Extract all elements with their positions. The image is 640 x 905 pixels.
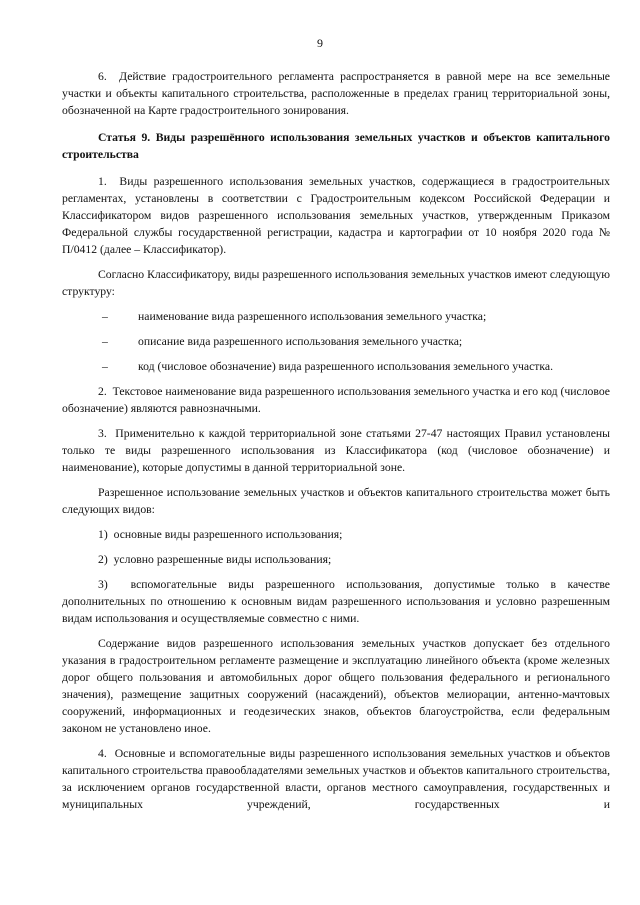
document-body	[62, 68, 610, 813]
paragraph-types: Разрешенное использование земельных участков и объектов капитального строительства может быть следующих видов:	[62, 486, 610, 516]
list-item	[62, 358, 610, 375]
dash-marker: –	[102, 335, 108, 348]
paragraph-content: Содержание видов разрешенного использования земельных участков допускает без отдельного указания в градостроительном регламенте размещение и эксплуатацию линейного объекта (кроме железных дорог общего пользования и автомобильных дорог общего пользования федерального и регионального значения), размещение защитных сооружений (насаждений), объектов мелиорации, антенно-мачтовых сооружений, информационных и геодезических знаков, объектов благоустройства, если федеральным законом не установлено иное.	[62, 637, 610, 735]
dash-marker: –	[102, 360, 108, 373]
numbered-item-3: 3) вспомогательные виды разрешенного использования, допустимые только в качестве дополнительных по отношению к основным видам разрешенного использования и условно разрешенным видам использования и осуществляемые совместно с ними.	[62, 578, 610, 625]
paragraph-6: 6. Действие градостроительного регламента распространяется в равной мере на все земельные участки и объекты капитального строительства, расположенные в пределах границ территориальной зоны, обозначенной на Карте градостроительного зонирования.	[62, 70, 610, 117]
article-9-heading: Статья 9. Виды разрешённого использования земельных участков и объектов капитального строительства	[62, 131, 610, 161]
numbered-item-1: 1) основные виды разрешенного использования;	[98, 528, 343, 541]
paragraph-9-4: 4. Основные и вспомогательные виды разрешенного использования земельных участков и объектов капитального строительства правообладателями земельных участков и объектов капитального строительства, за исключением органов государственной власти, органов местного самоуправления, государственных и муниципальных учреждений, государственных и	[62, 747, 610, 811]
paragraph-structure: Согласно Классификатору, виды разрешенного использования земельных участков имеют следующую структуру:	[62, 268, 610, 298]
paragraph-9-2: 2. Текстовое наименование вида разрешенного использования земельного участка и его код (числовое обозначение) являются равнозначными.	[62, 385, 610, 415]
list-item-text: наименование вида разрешенного использования земельного участка;	[138, 310, 487, 323]
list-item	[62, 333, 610, 350]
list-item-text: описание вида разрешенного использования земельного участка;	[138, 335, 463, 348]
paragraph-9-1: 1. Виды разрешенного использования земельных участков, содержащиеся в градостроительных регламентах, установлены в соответствии с Градостроительным кодексом Российской Федерации и Классификатором видов разрешенного использования земельных участков, утвержденным Приказом Федеральной службы государственной регистрации, кадастра и картографии от 10 ноября 2020 года № П/0412 (далее – Классификатор).	[62, 175, 610, 256]
numbered-item-2: 2) условно разрешенные виды использования;	[98, 553, 332, 566]
page-number: 9	[317, 36, 323, 50]
paragraph-9-3: 3. Применительно к каждой территориальной зоне статьями 27-47 настоящих Правил установлены только те виды разрешенного использования из Классификатора (код (числовое обозначение) и наименование), которые допустимы в данной территориальной зоне.	[62, 427, 610, 474]
list-item-text: код (числовое обозначение) вида разрешенного использования земельного участка.	[138, 360, 554, 373]
dash-marker: –	[102, 310, 108, 323]
list-item	[62, 308, 610, 325]
